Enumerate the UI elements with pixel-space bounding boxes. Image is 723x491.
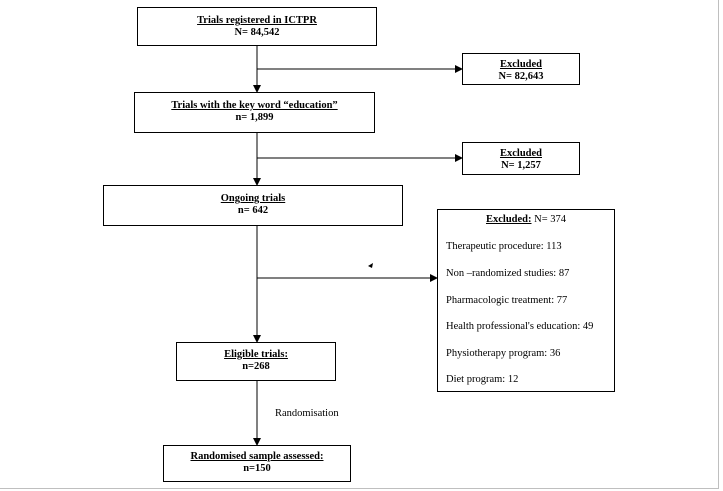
- excluded3-reason: Physiotherapy program: 36: [446, 348, 561, 359]
- keyword-title: Trials with the key word “education”: [171, 100, 338, 111]
- excluded1-count: N= 82,643: [498, 71, 544, 82]
- registered-title: Trials registered in ICTPR: [197, 15, 317, 26]
- keyword-count: n= 1,899: [235, 112, 274, 123]
- excluded3-reason: Health professional's education: 49: [446, 321, 594, 332]
- excluded3-reason: Diet program: 12: [446, 374, 519, 385]
- excluded3-reason: Non –randomized studies: 87: [446, 268, 570, 279]
- eligible-count: n=268: [242, 361, 270, 372]
- ongoing-title: Ongoing trials: [220, 193, 286, 204]
- box-randomised-sample: [163, 445, 351, 482]
- excluded3-title: Excluded:: [485, 214, 532, 225]
- excluded1-title: Excluded: [499, 59, 542, 70]
- excluded3-reason: Therapeutic procedure: 113: [446, 241, 562, 252]
- box-excluded-2: [462, 142, 580, 175]
- box-keyword-trials: [134, 92, 375, 133]
- box-excluded-1: [462, 53, 580, 85]
- excluded3-reason: Pharmacologic treatment: 77: [446, 295, 568, 306]
- box-eligible-trials: [176, 342, 336, 381]
- randomised-count: n=150: [243, 463, 271, 474]
- ongoing-count: n= 642: [237, 205, 269, 216]
- randomised-title: Randomised sample assessed:: [190, 451, 324, 462]
- excluded3-count: N= 374: [531, 214, 567, 225]
- excluded3-header: [438, 214, 614, 225]
- box-excluded-3: [437, 209, 615, 392]
- box-ongoing-trials: [103, 185, 403, 226]
- excluded2-count: N= 1,257: [501, 160, 541, 171]
- registered-count: N= 84,542: [234, 27, 280, 38]
- eligible-title: Eligible trials:: [224, 349, 288, 360]
- excluded2-title: Excluded: [499, 148, 542, 159]
- stray-arrow-mark: [368, 263, 373, 268]
- randomisation-label: Randomisation: [275, 408, 339, 419]
- box-registered-trials: [137, 7, 377, 46]
